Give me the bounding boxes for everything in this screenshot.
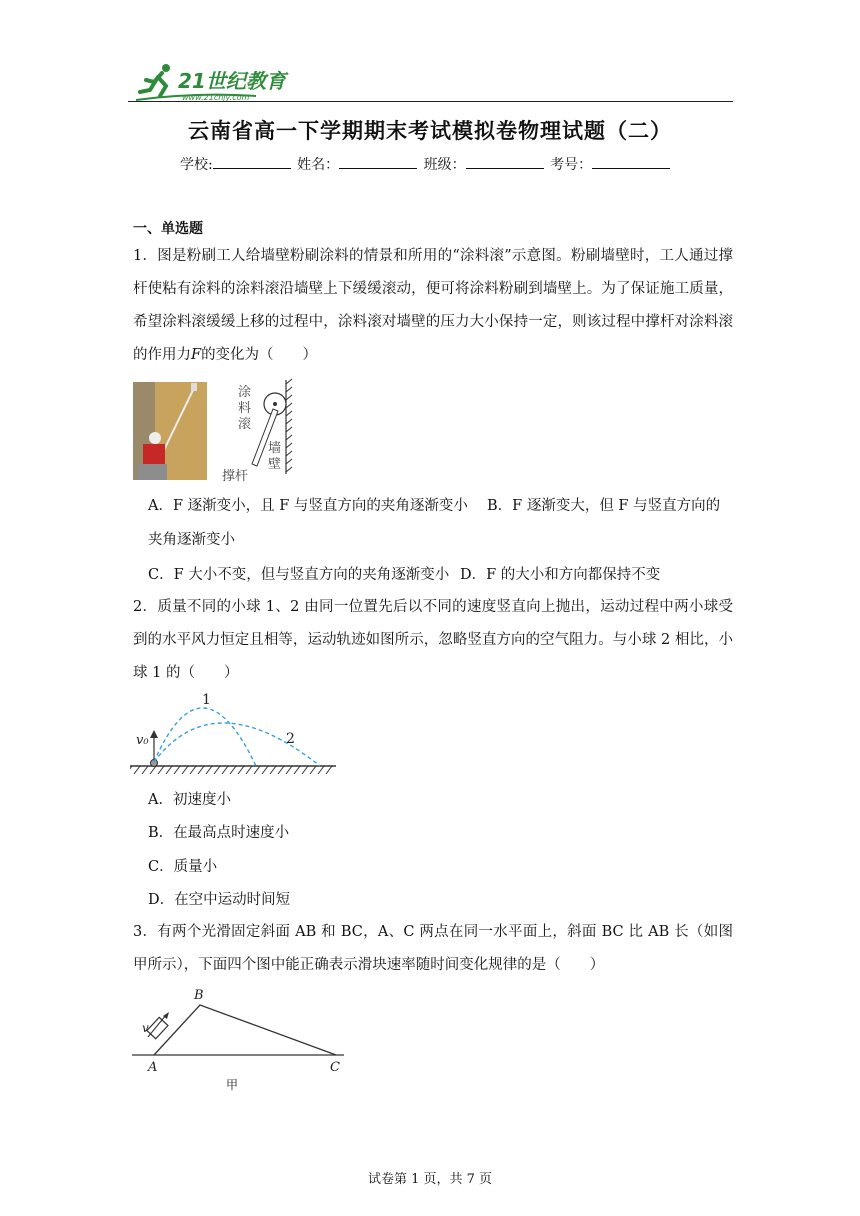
q2-option-a[interactable]: A．初速度小 — [148, 792, 231, 808]
pole-label: 撑杆 — [222, 469, 249, 484]
incline-diagram — [130, 985, 350, 1095]
roller-label-2: 料 — [238, 401, 252, 416]
q1-text-b: 的变化为（ ） — [201, 347, 318, 363]
question-1-text — [133, 240, 733, 372]
school-label: 学校: — [180, 157, 213, 173]
paint-roller-diagram — [222, 378, 302, 484]
q2-option-b[interactable]: B．在最高点时速度小 — [148, 825, 290, 841]
q1-option-d[interactable]: D．F 的大小和方向都保持不变 — [460, 567, 661, 583]
point-c-label: C — [330, 1060, 340, 1075]
slider-block — [147, 1017, 168, 1038]
question-3-text: 3．有两个光滑固定斜面 AB 和 BC，A、C 两点在同一水平面上，斜面 BC 比 AB 长（如图甲所示），下面四个图中能正确表示滑块速率随时间变化规律的是（ ） — [133, 924, 733, 973]
q1-option-b[interactable]: B．F 逐渐变大，但 F 与竖直方向的 — [487, 498, 721, 514]
student-info — [180, 154, 672, 174]
header-rule — [128, 101, 733, 102]
q2-option-d[interactable]: D．在空中运动时间短 — [148, 892, 291, 908]
velocity-label: v — [142, 1021, 149, 1035]
trajectory-2 — [154, 723, 320, 766]
question-2-text: 2．质量不同的小球 1、2 由同一位置先后以不同的速度竖直向上抛出，运动过程中两小球受到的水平风力恒定且相等，运动轨迹如图所示，忽略竖直方向的空气阻力。与小球 2 相比，小球 1 的（ ） — [133, 599, 733, 681]
logo-text: 21世纪教育 — [178, 69, 286, 93]
exam-no-label: 考号： — [550, 157, 593, 173]
point-b-label: B — [194, 988, 204, 1003]
section-heading: 一、单选题 — [133, 221, 203, 237]
page-title: 云南省高一下学期期末考试模拟卷物理试题（二） — [188, 118, 672, 143]
roller-label-3: 滚 — [238, 417, 252, 432]
class-label: 班级： — [423, 157, 466, 173]
q2-option-c[interactable]: C．质量小 — [148, 859, 218, 875]
name-blank[interactable] — [339, 156, 417, 169]
projectile-trajectory-diagram — [130, 686, 340, 776]
school-blank[interactable] — [213, 156, 291, 169]
q1-option-b-cont: 夹角逐渐变小 — [148, 532, 235, 548]
q1-option-a[interactable]: A．F 逐渐变小，且 F 与竖直方向的夹角逐渐变小 — [148, 498, 468, 514]
name-label: 姓名： — [297, 157, 340, 173]
class-blank[interactable] — [466, 156, 544, 169]
trajectory-1 — [154, 708, 256, 766]
v0-label: v₀ — [136, 733, 149, 748]
figure-caption: 甲 — [226, 1078, 239, 1092]
page-footer: 试卷第 1 页，共 7 页 — [367, 1172, 493, 1187]
wall-label-2: 壁 — [268, 457, 282, 472]
ball-1-label: 1 — [202, 692, 211, 708]
point-a-label: A — [148, 1060, 158, 1075]
logo — [136, 62, 306, 104]
painting-worker-photo — [133, 382, 207, 480]
logo-url: www.21cnjy.com — [182, 93, 250, 102]
q1-option-c[interactable]: C．F 大小不变，但与竖直方向的夹角逐渐变小 — [148, 567, 450, 583]
q1-text-a: 1．图是粉刷工人给墙壁粉刷涂料的情景和所用的“涂料滚”示意图。粉刷墙壁时，工人通过撑杆使粘有涂料的涂料滚沿墙壁上下缓缓滚动，便可将涂料粉刷到墙壁上。为了保证施工质量，希望涂料滚缓缓上移的过程中，涂料滚对墙壁的压力大小保持一定，则该过程中撑杆对涂料滚的作用力 — [133, 248, 733, 363]
wall-label-1: 墙 — [268, 441, 282, 456]
exam-no-blank[interactable] — [592, 156, 670, 169]
q1-text-var: F — [191, 347, 202, 363]
ball-2-label: 2 — [286, 731, 295, 747]
roller-label-1: 涂 — [238, 385, 252, 400]
